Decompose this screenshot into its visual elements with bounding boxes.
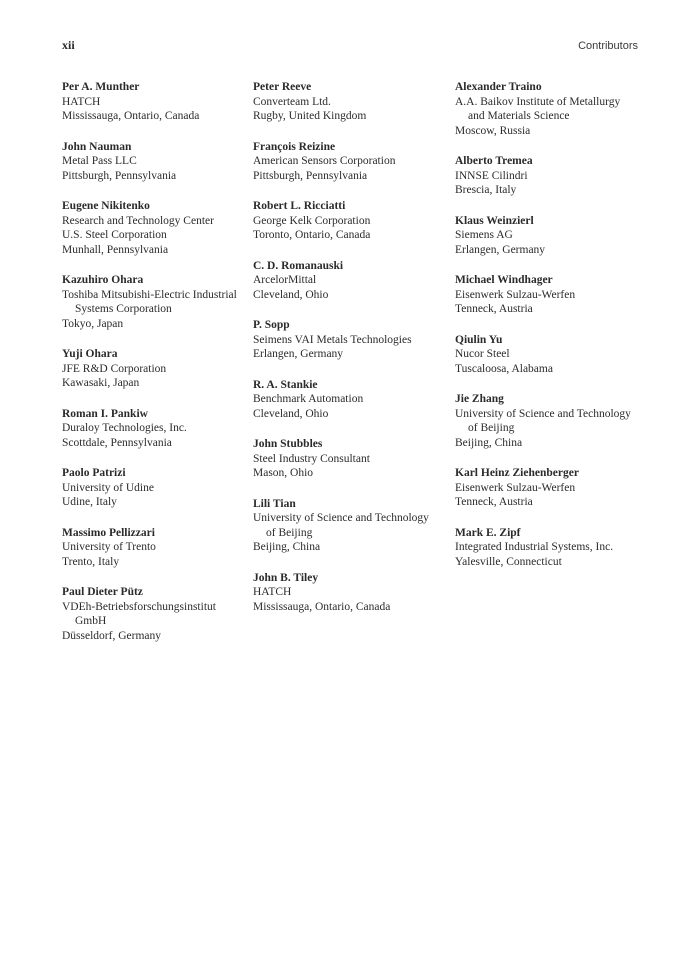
contributor-entry xyxy=(62,140,253,184)
contributor-affiliation-line: Duraloy Technologies, Inc. xyxy=(62,422,187,434)
contributors-column-right xyxy=(455,80,638,659)
contributor-name: Mark E. Zipf xyxy=(455,526,521,539)
contributor-entry xyxy=(253,259,455,303)
contributor-affiliation-line: Metal Pass LLC xyxy=(62,155,137,167)
contributor-name: François Reizine xyxy=(253,140,336,153)
contributor-name: John Nauman xyxy=(62,140,132,153)
contributor-name: Alberto Tremea xyxy=(455,155,533,167)
contributor-affiliation-line: Tenneck, Austria xyxy=(455,496,533,508)
contributor-affiliation-line: Steel Industry Consultant xyxy=(253,452,370,465)
contributor-affiliation-line: Mississauga, Ontario, Canada xyxy=(253,600,391,613)
contributor-affiliation-line: HATCH xyxy=(62,95,101,108)
contributor-affiliation-line: Mason, Ohio xyxy=(253,467,314,479)
contributor-affiliation-line: Tokyo, Japan xyxy=(62,317,124,330)
contributor-affiliation-line: Toronto, Ontario, Canada xyxy=(253,229,371,241)
contributor-name: C. D. Romanauski xyxy=(253,259,344,272)
contributor-affiliation-line: and Materials Science xyxy=(468,110,570,122)
contributor-name: John Stubbles xyxy=(253,438,323,450)
contributor-entry xyxy=(62,585,253,643)
contributor-affiliation-line: University of Trento xyxy=(62,541,156,553)
contributor-affiliation-line: of Beijing xyxy=(266,526,313,539)
contributor-entry xyxy=(455,273,638,317)
contributor-affiliation-line: Siemens AG xyxy=(455,229,513,241)
contributor-entry xyxy=(62,273,253,331)
contributor-entry xyxy=(253,80,455,124)
contributor-entry xyxy=(455,466,638,510)
contributor-affiliation-line: VDEh-Betriebsforschungsinstitut xyxy=(62,600,216,613)
contributor-affiliation-line: Eisenwerk Sulzau-Werfen xyxy=(455,288,576,301)
contributor-entry xyxy=(455,392,638,450)
contributor-name: Alexander Traino xyxy=(455,81,542,93)
contributor-affiliation-line: Pittsburgh, Pennsylvania xyxy=(62,169,177,182)
contributor-entry xyxy=(253,571,455,615)
contributor-affiliation-line: Research and Technology Center xyxy=(62,214,214,227)
contributor-entry xyxy=(455,214,638,258)
contributors-columns xyxy=(62,80,638,659)
contributor-entry xyxy=(253,378,455,422)
contributor-entry xyxy=(62,347,253,391)
contributor-name: Jie Zhang xyxy=(455,393,504,405)
contributor-affiliation-line: Trento, Italy xyxy=(62,555,120,568)
contributor-affiliation-line: Nucor Steel xyxy=(455,348,510,360)
contributor-name: Karl Heinz Ziehenberger xyxy=(455,467,579,479)
contributor-entry xyxy=(62,80,253,124)
contributor-affiliation-line: Düsseldorf, Germany xyxy=(62,629,162,642)
contributor-affiliation-line: Scottdale, Pennsylvania xyxy=(62,436,172,449)
contributor-affiliation-line: Tenneck, Austria xyxy=(455,303,533,315)
contributor-affiliation-line: INNSE Cilindri xyxy=(455,169,528,182)
contributor-affiliation-line: GmbH xyxy=(75,615,107,627)
contributor-affiliation-line: Pittsburgh, Pennsylvania xyxy=(253,169,368,182)
contributor-affiliation-line: Cleveland, Ohio xyxy=(253,288,329,301)
contributor-affiliation-line: Udine, Italy xyxy=(62,496,117,508)
running-header-title: Contributors xyxy=(578,40,638,52)
contributor-affiliation-line: Systems Corporation xyxy=(75,303,172,315)
contributor-entry xyxy=(62,199,253,257)
contributor-affiliation-line: Eisenwerk Sulzau-Werfen xyxy=(455,481,576,494)
contributor-affiliation-line: ArcelorMittal xyxy=(253,274,317,286)
contributor-affiliation-line: Beijing, China xyxy=(455,436,523,449)
contributor-entry xyxy=(455,526,638,570)
contributor-name: Qiulin Yu xyxy=(455,333,503,346)
contributor-affiliation-line: Tuscaloosa, Alabama xyxy=(455,362,553,375)
contributor-entry xyxy=(62,466,253,510)
contributor-name: Paul Dieter Pütz xyxy=(62,586,143,598)
contributor-affiliation-line: Beijing, China xyxy=(253,541,321,553)
contributor-entry xyxy=(253,497,455,555)
contributor-affiliation-line: JFE R&D Corporation xyxy=(62,362,167,375)
contributor-name: Lili Tian xyxy=(253,497,296,510)
contributor-entry xyxy=(62,407,253,451)
contributor-entry xyxy=(62,526,253,570)
page-header xyxy=(62,38,638,52)
contributor-affiliation-line: University of Udine xyxy=(62,481,154,494)
contributor-affiliation-line: Mississauga, Ontario, Canada xyxy=(62,110,200,122)
contributor-affiliation-line: Cleveland, Ohio xyxy=(253,407,329,420)
contributor-name: Yuji Ohara xyxy=(62,348,118,360)
contributor-affiliation-line: University of Science and Technology xyxy=(455,407,631,420)
contributor-entry xyxy=(253,437,455,481)
contributor-affiliation-line: Toshiba Mitsubishi-Electric Industrial xyxy=(62,288,237,301)
contributor-affiliation-line: Rugby, United Kingdom xyxy=(253,110,367,122)
contributor-name: Peter Reeve xyxy=(253,81,312,93)
contributor-name: Kazuhiro Ohara xyxy=(62,274,144,286)
contributor-entry xyxy=(455,333,638,377)
contributor-affiliation-line: HATCH xyxy=(253,586,292,598)
contributor-affiliation-line: Benchmark Automation xyxy=(253,393,364,405)
contributor-affiliation-line: University of Science and Technology xyxy=(253,512,429,524)
contributor-affiliation-line: Integrated Industrial Systems, Inc. xyxy=(455,541,614,553)
contributor-affiliation-line: Yalesville, Connecticut xyxy=(455,555,562,568)
contributor-name: Paolo Patrizi xyxy=(62,467,126,479)
contributor-name: R. A. Stankie xyxy=(253,378,318,391)
contributor-affiliation-line: of Beijing xyxy=(468,422,515,434)
contributor-name: Per A. Munther xyxy=(62,81,140,93)
contributor-affiliation-line: Kawasaki, Japan xyxy=(62,377,140,389)
contributor-affiliation-line: George Kelk Corporation xyxy=(253,214,371,227)
contributor-entry xyxy=(455,154,638,198)
contributor-name: Massimo Pellizzari xyxy=(62,526,155,539)
contributor-affiliation-line: U.S. Steel Corporation xyxy=(62,229,167,241)
contributor-entry xyxy=(253,318,455,362)
contributor-affiliation-line: Munhall, Pennsylvania xyxy=(62,243,169,256)
contributor-name: Klaus Weinzierl xyxy=(455,214,534,227)
contributor-name: Robert L. Ricciatti xyxy=(253,200,346,212)
contributor-name: John B. Tiley xyxy=(253,571,319,584)
contributor-entry xyxy=(455,80,638,138)
contributors-column-left xyxy=(62,80,253,659)
contributor-affiliation-line: Brescia, Italy xyxy=(455,184,517,196)
contributor-name: P. Sopp xyxy=(253,319,290,331)
contributor-affiliation-line: Erlangen, Germany xyxy=(455,243,546,256)
contributor-entry xyxy=(253,140,455,184)
contributor-name: Michael Windhager xyxy=(455,274,553,286)
page-number: xii xyxy=(62,38,75,52)
contributor-name: Eugene Nikitenko xyxy=(62,200,150,212)
contributor-affiliation-line: Moscow, Russia xyxy=(455,124,531,137)
contributor-affiliation-line: Erlangen, Germany xyxy=(253,348,344,360)
contributor-entry xyxy=(253,199,455,243)
contributors-column-middle xyxy=(253,80,455,659)
contributor-affiliation-line: Seimens VAI Metals Technologies xyxy=(253,333,412,346)
contributor-affiliation-line: A.A. Baikov Institute of Metallurgy xyxy=(455,95,621,108)
contributor-name: Roman I. Pankiw xyxy=(62,407,148,420)
contributor-affiliation-line: American Sensors Corporation xyxy=(253,155,396,167)
contributor-affiliation-line: Converteam Ltd. xyxy=(253,95,331,108)
